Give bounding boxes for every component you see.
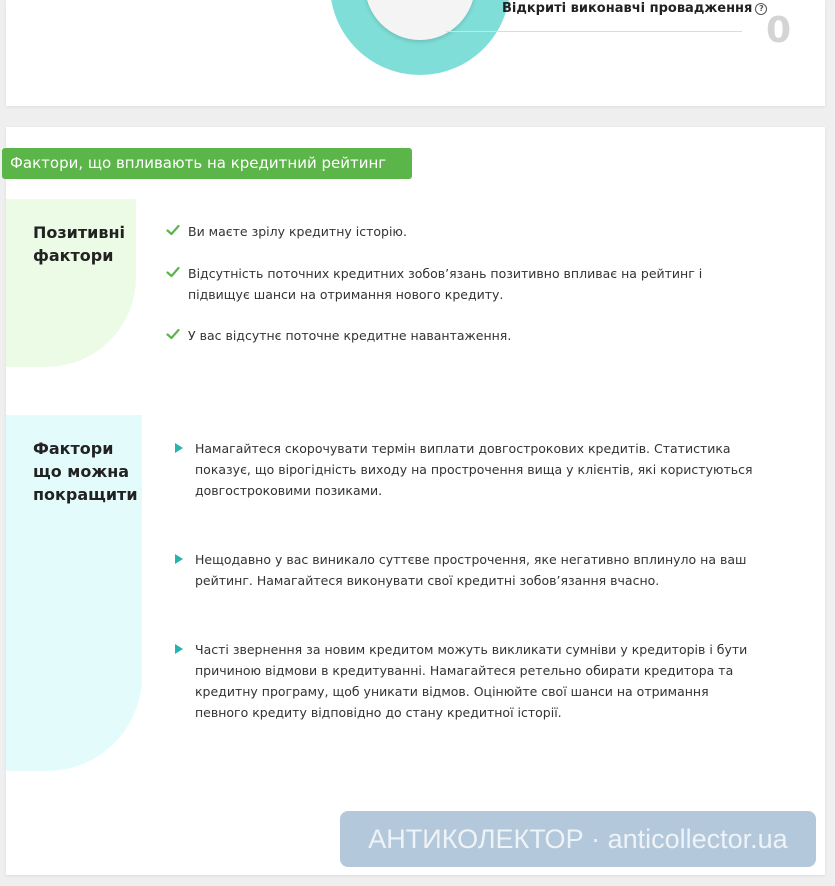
list-item — [188, 221, 748, 242]
list-item — [195, 549, 755, 591]
watermark: АНТИКОЛЕКТОР · anticollector.ua — [340, 811, 816, 867]
list-item — [188, 263, 748, 305]
list-item — [195, 639, 755, 723]
improve-factors-title: Фактори що можна покращити — [33, 439, 138, 504]
section-title: Фактори, що впливають на кредитний рейтинг — [2, 148, 412, 179]
stat-label-text: Відкриті виконавчі провадження — [502, 1, 753, 16]
check-icon — [166, 223, 180, 237]
factor-text: Відсутність поточних кредитних зобов’язань позитивно впливає на рейтинг і підвищує шанси на отримання нового кредиту. — [188, 266, 703, 302]
improve-factors-panel — [6, 415, 142, 771]
stat-value: 0 — [766, 10, 792, 51]
factor-text: Нещодавно у вас виникало суттєве прострочення, яке негативно вплинуло на ваш рейтинг. Намагайтеся виконувати свої кредитні зобов’язання вчасно. — [195, 552, 747, 588]
stats-card — [6, 0, 825, 106]
check-icon — [166, 327, 180, 341]
donut-inner — [365, 0, 475, 40]
list-item — [188, 325, 748, 346]
factor-text: У вас відсутнє поточне кредитне навантаження. — [188, 328, 512, 343]
stat-label — [502, 1, 767, 16]
factor-text: Намагайтеся скорочувати термін виплати довгострокових кредитів. Статистика показує, що вірогідність виходу на прострочення вища у клієнтів, які користуються довгостроковими позиками. — [195, 441, 753, 498]
list-item — [195, 438, 755, 501]
help-icon[interactable]: ? — [755, 3, 767, 15]
arrow-right-icon — [175, 644, 183, 654]
donut-chart — [330, 0, 510, 75]
arrow-right-icon — [175, 554, 183, 564]
factor-text: Ви маєте зрілу кредитну історію. — [188, 224, 407, 239]
arrow-right-icon — [175, 443, 183, 453]
factor-text: Часті звернення за новим кредитом можуть викликати сумніви у кредиторів і бути причиною відмови в кредитуванні. Намагайтеся ретельно обирати кредитора та кредитну програму, щоб уникати відмов. Оцінюйте свої шанси на отримання певного кредиту відповідно до стану кредитної історії. — [195, 642, 748, 720]
positive-factors-title: Позитивні фактори — [33, 223, 126, 265]
check-icon — [166, 265, 180, 279]
stat-divider — [446, 31, 742, 32]
positive-factors-panel — [6, 199, 136, 367]
factors-card — [6, 127, 825, 875]
